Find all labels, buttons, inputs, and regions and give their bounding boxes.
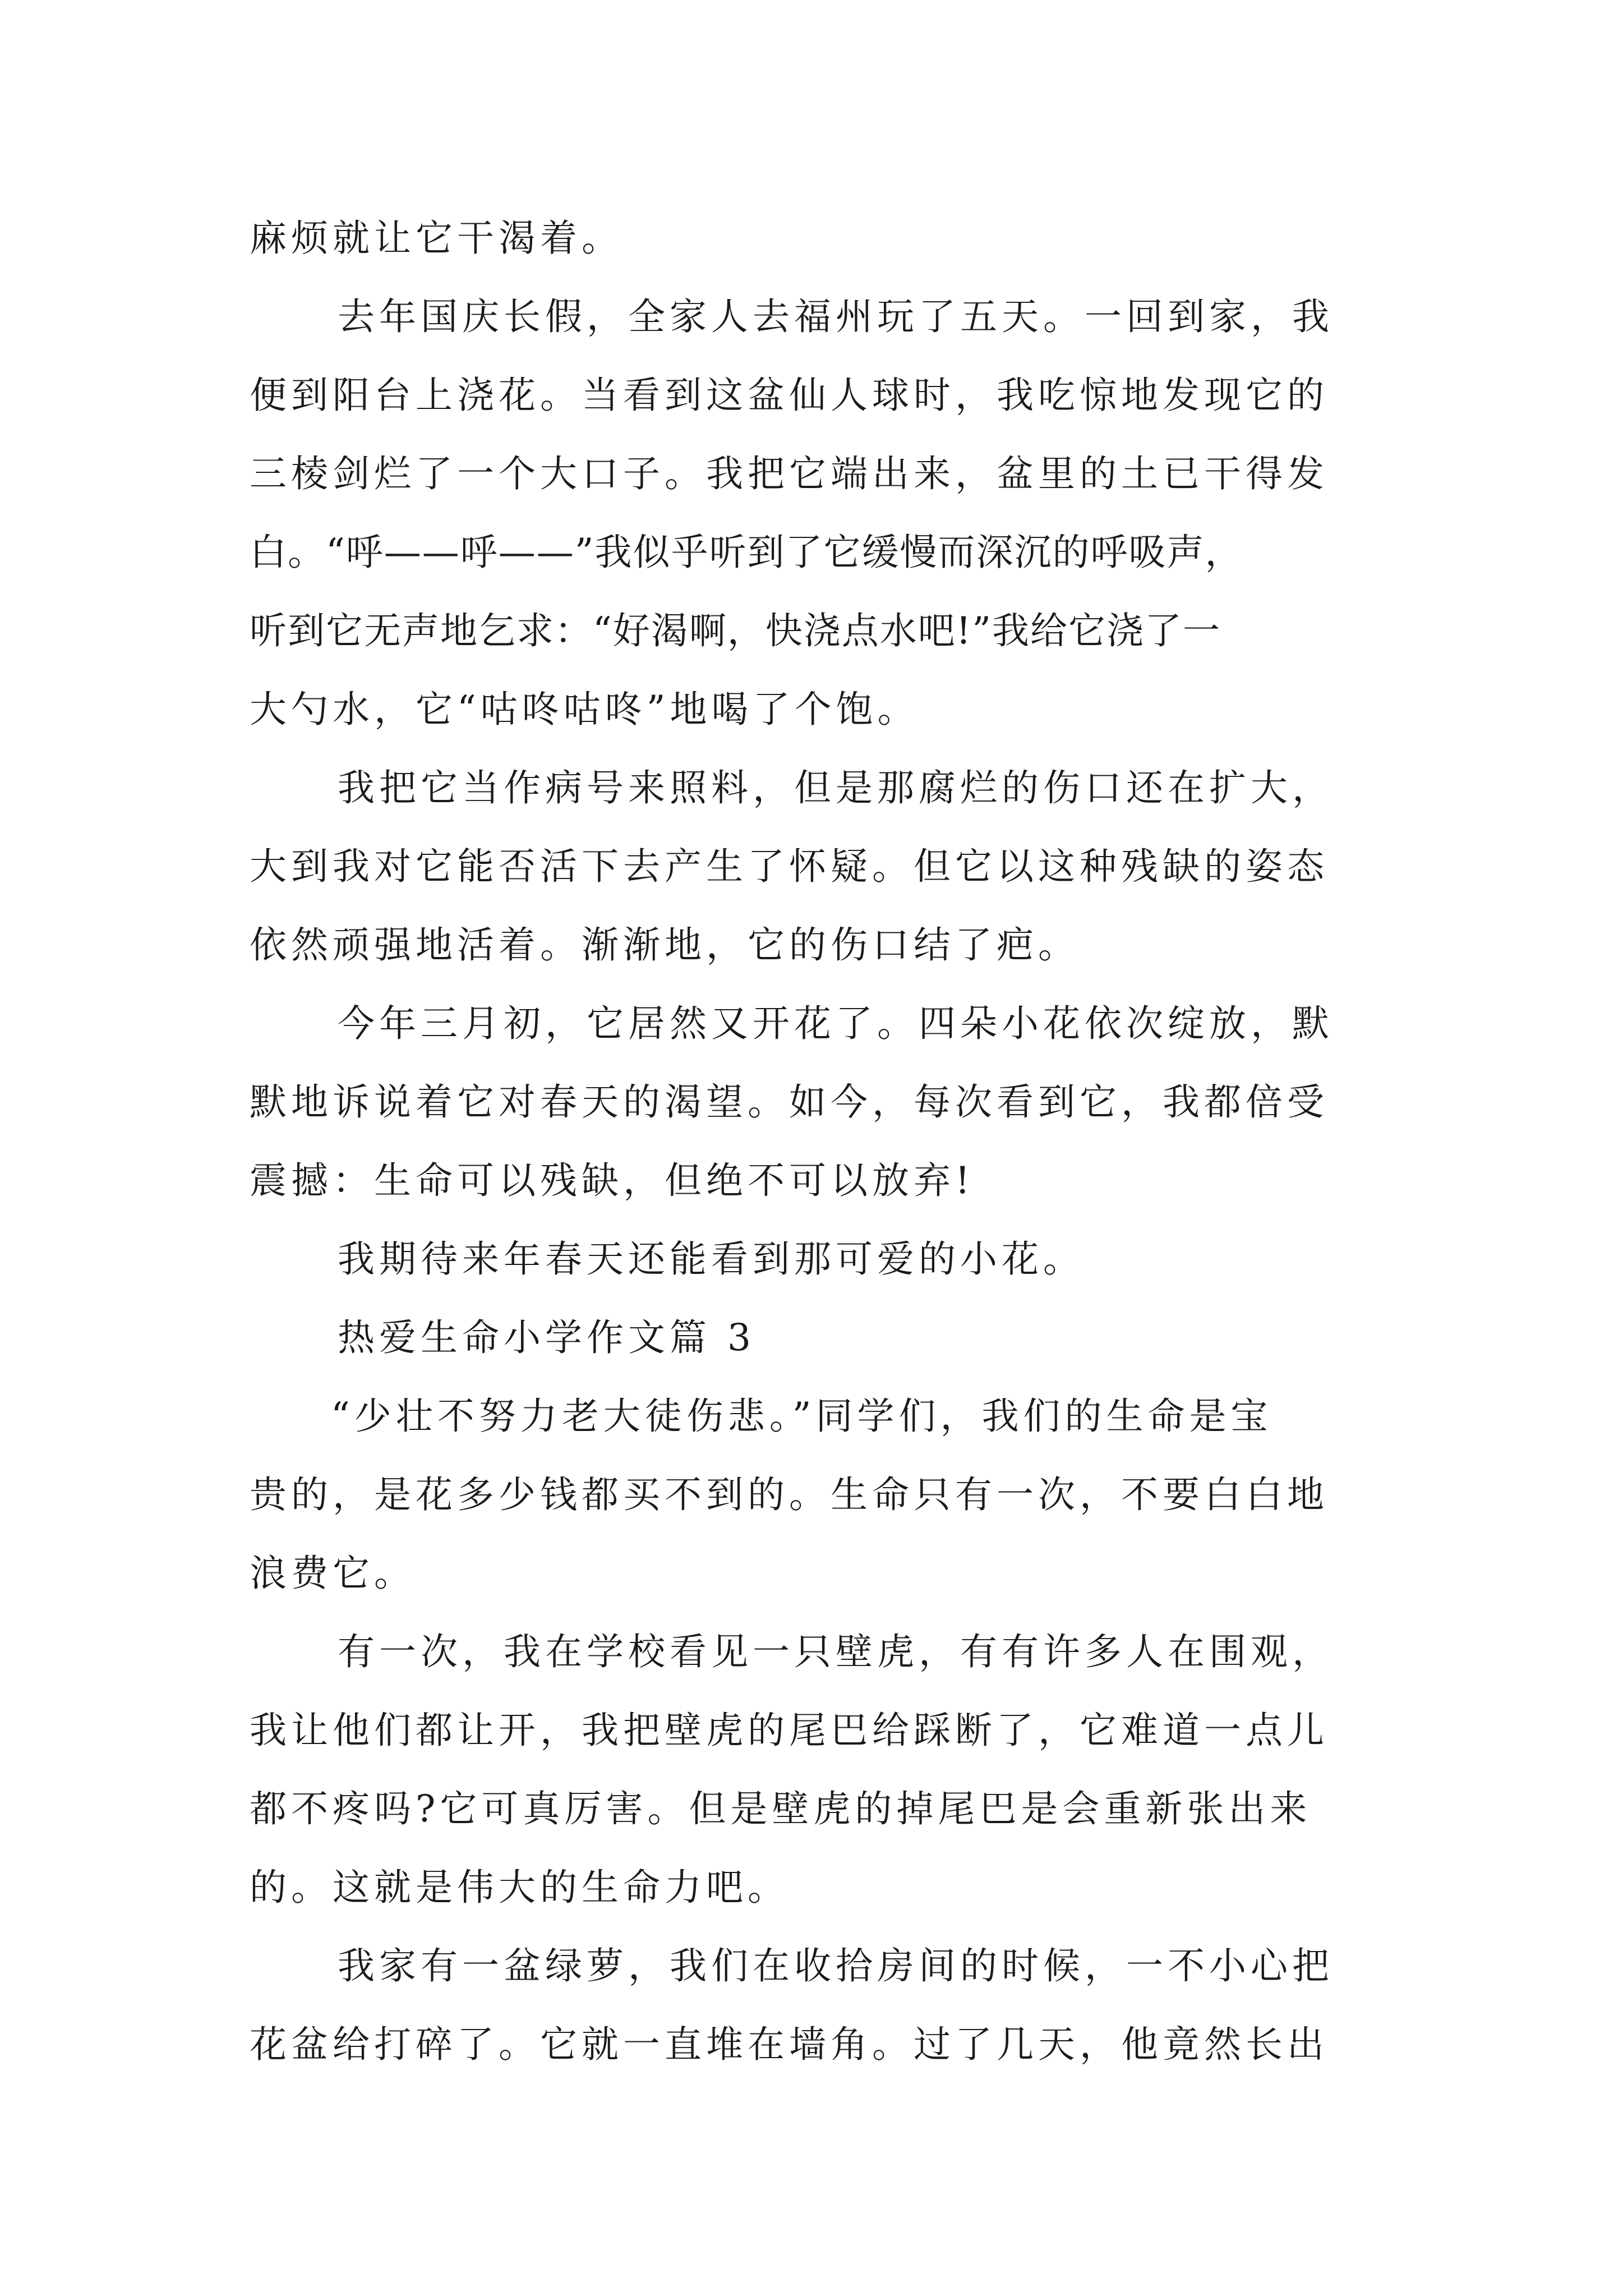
text-line: 都不疼吗?它可真厉害。但是壁虎的掉尾巴是会重新张出来: [250, 1787, 1312, 1830]
text-line: 听到它无声地乞求：“好渴啊，快浇点水吧!”我给它浇了一: [250, 609, 1221, 652]
section-heading: 热爱生命小学作文篇 3: [338, 1316, 755, 1359]
text-line: 我把它当作病号来照料，但是那腐烂的伤口还在扩大，: [338, 766, 1334, 809]
text-line: 麻烦就让它干渴着。: [250, 217, 623, 260]
text-line: 今年三月初，它居然又开花了。四朵小花依次绽放，默: [338, 1002, 1334, 1045]
text-line: 便到阳台上浇花。当看到这盆仙人球时，我吃惊地发现它的: [250, 374, 1329, 417]
text-line: 花盆给打碎了。它就一直堆在墙角。过了几天，他竟然长出: [250, 2023, 1329, 2066]
text-line: 震撼：生命可以残缺，但绝不可以放弃!: [250, 1159, 975, 1202]
text-line: 的。这就是伟大的生命力吧。: [250, 1866, 789, 1909]
text-line: 贵的，是花多少钱都买不到的。生命只有一次，不要白白地: [250, 1473, 1329, 1516]
text-line: 三棱剑烂了一个大口子。我把它端出来，盆里的土已干得发: [250, 452, 1329, 495]
text-line: 大勺水，它“咕咚咕咚”地喝了个饱。: [250, 688, 919, 731]
text-line: 大到我对它能否活下去产生了怀疑。但它以这种残缺的姿态: [250, 845, 1329, 888]
text-line: 我让他们都让开，我把壁虎的尾巴给踩断了，它难道一点儿: [250, 1709, 1329, 1752]
text-line: 我期待来年春天还能看到那可爱的小花。: [338, 1237, 1085, 1281]
text-line: 默地诉说着它对春天的渴望。如今，每次看到它，我都倍受: [250, 1080, 1329, 1124]
text-line: 我家有一盆绿萝，我们在收拾房间的时候，一不小心把: [338, 1944, 1334, 1987]
text-line: “少壮不努力老大徒伤悲。”同学们，我们的生命是宝: [331, 1395, 1272, 1438]
text-line: 有一次，我在学校看见一只壁虎，有有许多人在围观，: [338, 1630, 1334, 1673]
text-line: 浪费它。: [250, 1552, 416, 1595]
text-line: 依然顽强地活着。渐渐地，它的伤口结了疤。: [250, 923, 1080, 967]
text-line: 白。“呼——呼——”我似乎听到了它缓慢而深沉的呼吸声，: [250, 531, 1243, 574]
text-line: 去年国庆长假，全家人去福州玩了五天。一回到家，我: [338, 295, 1334, 338]
